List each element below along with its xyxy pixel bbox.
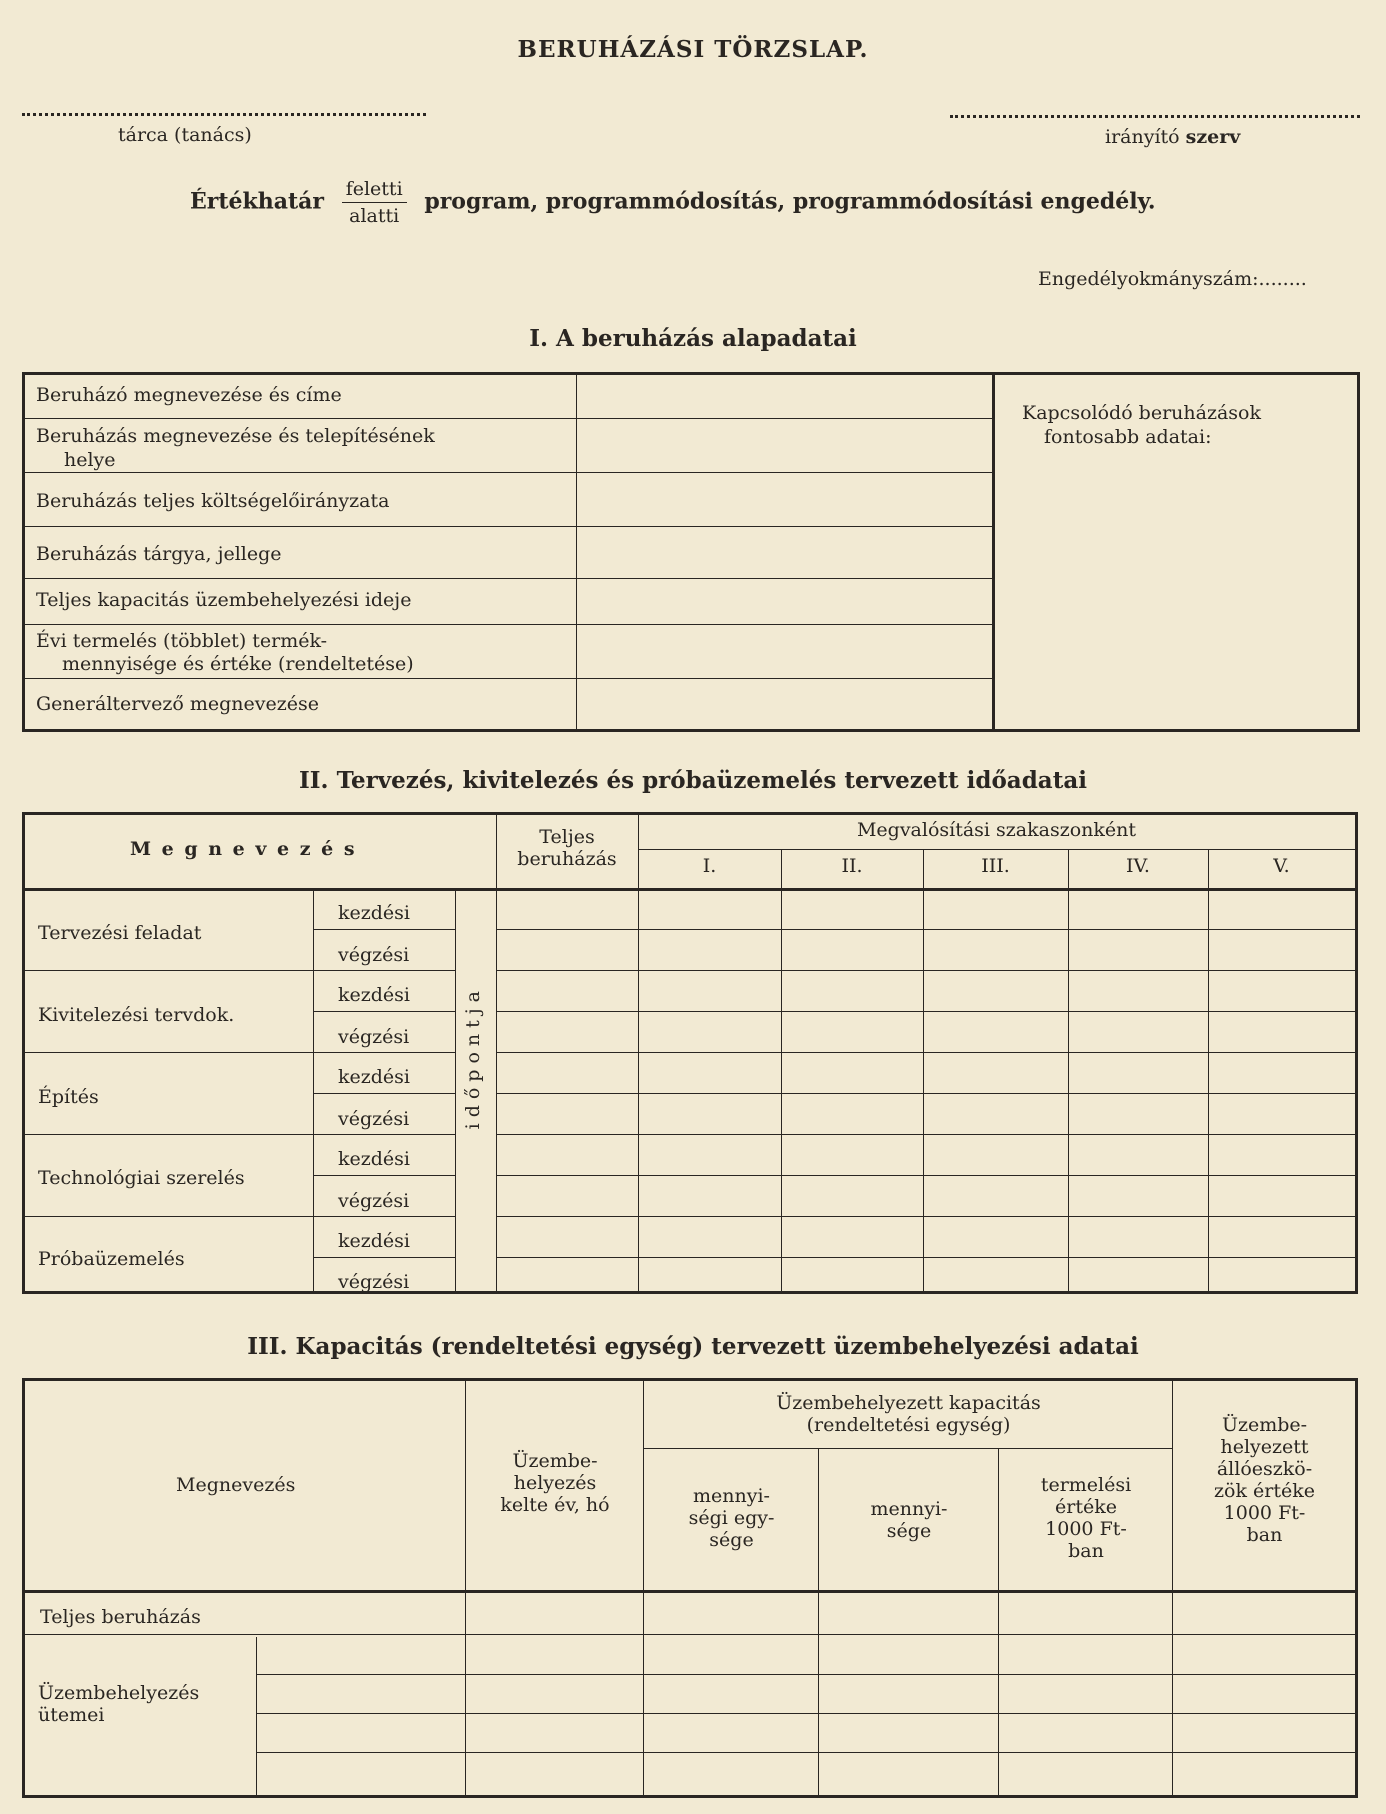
- s1-row-line: [25, 418, 992, 419]
- s2-sub-line: [313, 1257, 455, 1258]
- s1-targya: Beruházás tárgya, jellege: [36, 543, 282, 565]
- s2-teljes-header: [498, 826, 636, 870]
- s2-phase-3: III.: [981, 855, 1010, 877]
- s2-grid-line: [496, 1011, 1355, 1012]
- szerv-word: szerv: [1185, 126, 1241, 148]
- feletti-alatti-fraction: [342, 178, 407, 227]
- s2-col-line: [1068, 849, 1069, 1291]
- feletti-label: feletti: [342, 178, 407, 203]
- s2-phase-1: I.: [702, 855, 717, 877]
- s3-col-date: [467, 1450, 643, 1516]
- s1-divider-2: [992, 375, 995, 729]
- s2-col-line: [1208, 849, 1209, 1291]
- s2-kezdesi: kezdési: [338, 1230, 411, 1252]
- iranyito-word: irányító: [1105, 126, 1180, 148]
- s3-phases-1: Üzembehelyezés: [38, 1682, 200, 1704]
- s2-sub-line: [313, 1093, 455, 1094]
- s3-assets-4: zök értéke: [1214, 1480, 1315, 1502]
- s2-col-line: [496, 815, 497, 1291]
- s1-beruhazo: Beruházó megnevezése és címe: [36, 384, 342, 406]
- s2-sub-line: [313, 1216, 455, 1217]
- s2-grid-line: [496, 1175, 1355, 1176]
- s2-phases-header: Megvalósítási szakaszonként: [856, 819, 1137, 841]
- section2-title: II. Tervezés, kivitelezés és próbaüzemelés tervezett időadatai: [299, 767, 1087, 794]
- s2-row-tervezesi: Tervezési feladat: [38, 922, 202, 944]
- s3-col-line: [256, 1637, 257, 1795]
- s2-group-line: [25, 1216, 313, 1217]
- page-title: BERUHÁZÁSI TÖRZSLAP.: [517, 36, 869, 63]
- s2-header-bottom: [25, 888, 1355, 891]
- s2-phase-5: V.: [1273, 855, 1290, 877]
- s2-row-kivitelezesi: Kivitelezési tervdok.: [38, 1004, 235, 1026]
- s3-megnevezes: Megnevezés: [176, 1474, 296, 1496]
- s3-assets-3: állóeszkö-: [1216, 1458, 1313, 1480]
- s2-col-line: [313, 891, 314, 1291]
- s1-row-line: [25, 578, 992, 579]
- s2-grid-line: [496, 1216, 1355, 1217]
- s3-cap-1: Üzembehelyezett kapacitás: [776, 1392, 1041, 1414]
- s3-value-2: értéke: [1055, 1496, 1117, 1518]
- s3-qty-1: mennyi-: [870, 1498, 948, 1520]
- s2-beruhazas: beruházás: [517, 848, 617, 870]
- s3-col-line: [1172, 1381, 1173, 1795]
- s1-kapacitas: Teljes kapacitás üzembehelyezési ideje: [36, 589, 412, 611]
- s1-beruhazas-megnevezese: Beruházás megnevezése és telepítésének: [36, 425, 435, 447]
- s2-megnevezes-header: M e g n e v e z é s: [130, 838, 357, 860]
- s3-assets-2: helyezett: [1220, 1436, 1309, 1458]
- s1-row-line: [25, 526, 992, 527]
- s2-sub-line: [313, 1175, 455, 1176]
- ertekhatar-row: [190, 178, 1156, 227]
- s2-group-line: [25, 1052, 313, 1053]
- s3-col-capacity: [645, 1392, 1172, 1436]
- s3-assets-5: 1000 Ft-: [1223, 1502, 1306, 1524]
- s3-row-total: Teljes beruházás: [40, 1606, 201, 1628]
- s3-row-line: [256, 1713, 1355, 1714]
- section2-table: [22, 812, 1358, 1294]
- s3-header-bottom: [25, 1590, 1355, 1593]
- s1-row-line: [25, 472, 992, 473]
- s2-idopontja: időpontja: [462, 985, 484, 1130]
- s3-date-2: helyezés: [513, 1472, 597, 1494]
- s2-row-probauzemeles: Próbaüzemelés: [38, 1248, 185, 1270]
- s2-sub-line: [313, 1134, 455, 1135]
- s2-col-line: [455, 891, 456, 1291]
- s2-vegzesi: végzési: [338, 1108, 410, 1130]
- s3-date-3: kelte év, hó: [500, 1494, 610, 1516]
- s3-value-1: termelési: [1040, 1474, 1132, 1496]
- s2-vegzesi: végzési: [338, 1271, 410, 1293]
- s3-date-1: Üzembe-: [512, 1450, 598, 1472]
- s1-evi-termeles: Évi termelés (többlet) termék-: [36, 630, 328, 652]
- s3-col-line: [465, 1381, 466, 1795]
- s2-col-line: [638, 815, 639, 1291]
- s2-phase-4: IV.: [1126, 855, 1150, 877]
- section3-title: III. Kapacitás (rendeltetési egység) tervezett üzembehelyezési adatai: [247, 1333, 1139, 1360]
- s3-row-phases: [38, 1682, 199, 1726]
- s3-col-unit: [645, 1485, 818, 1551]
- engedely-label: Engedélyokmányszám:........: [1038, 268, 1307, 290]
- s3-unit-1: mennyi-: [693, 1485, 770, 1507]
- s1-generaltervezo: Generáltervező megnevezése: [36, 693, 319, 715]
- s3-col-assets: [1174, 1414, 1355, 1546]
- s1-kapcsolodo: Kapcsolódó beruházások: [1022, 402, 1262, 424]
- s3-row-line: [256, 1752, 1355, 1753]
- s2-group-line: [25, 1134, 313, 1135]
- s2-phase-2: II.: [841, 855, 863, 877]
- s2-grid-line: [496, 1093, 1355, 1094]
- s1-row-line: [25, 624, 992, 625]
- s3-unit-2: ségi egy-: [688, 1507, 775, 1529]
- s3-value-3: 1000 Ft-: [1045, 1518, 1127, 1540]
- section1-title: I. A beruházás alapadatai: [529, 325, 857, 352]
- s2-vegzesi: végzési: [338, 1026, 410, 1048]
- program-text: program, programmódosítás, programmódosítási engedély.: [424, 188, 1156, 215]
- s3-cap-line: [643, 1448, 1172, 1449]
- s2-grid-line: [496, 1052, 1355, 1053]
- alatti-label: alatti: [349, 205, 400, 227]
- s2-row-technologiai: Technológiai szerelés: [38, 1167, 245, 1189]
- s2-grid-line: [496, 1257, 1355, 1258]
- s3-assets-1: Üzembe-: [1221, 1414, 1308, 1436]
- s2-kezdesi: kezdési: [338, 902, 411, 924]
- s3-col-qty: [820, 1498, 998, 1542]
- s2-group-line: [25, 970, 313, 971]
- iranyito-label: [1105, 126, 1240, 148]
- s2-col-line: [923, 849, 924, 1291]
- s3-col-value: [1000, 1474, 1172, 1562]
- ertekhatar-label: Értékhatár: [190, 188, 325, 215]
- s2-sub-line: [313, 1052, 455, 1053]
- s3-qty-2: sége: [886, 1520, 932, 1542]
- s3-col-line: [998, 1448, 999, 1795]
- s2-grid-line: [496, 970, 1355, 971]
- s3-assets-6: ban: [1246, 1524, 1283, 1546]
- s2-sub-line: [313, 1011, 455, 1012]
- s1-fontosabb: fontosabb adatai:: [1044, 426, 1212, 448]
- s2-vegzesi: végzési: [338, 1190, 410, 1212]
- s2-grid-line: [496, 1134, 1355, 1135]
- s3-col-line: [818, 1448, 819, 1795]
- s1-divider-1: [576, 375, 577, 729]
- s2-kezdesi: kezdési: [338, 1066, 411, 1088]
- s2-col-line: [781, 849, 782, 1291]
- s2-kezdesi: kezdési: [338, 984, 411, 1006]
- s2-sub-line: [313, 970, 455, 971]
- s1-koltsegeloiranyzat: Beruházás teljes költségelőirányzata: [36, 490, 390, 512]
- iranyito-line[interactable]: [950, 115, 1360, 118]
- tarca-line[interactable]: [22, 113, 426, 116]
- s1-helye: helye: [64, 449, 116, 471]
- s3-unit-3: sége: [709, 1529, 754, 1551]
- s2-grid-line: [496, 929, 1355, 930]
- s2-kezdesi: kezdési: [338, 1148, 411, 1170]
- s1-mennyisege: mennyisége és értéke (rendeltetése): [62, 653, 414, 675]
- s3-row-line: [256, 1674, 1355, 1675]
- s2-row-epites: Építés: [38, 1086, 99, 1108]
- s3-cap-2: (rendeltetési egység): [806, 1414, 1011, 1436]
- s3-row-line: [25, 1634, 1355, 1635]
- section3-table: [22, 1378, 1358, 1798]
- s2-sub-line: [313, 929, 455, 930]
- s3-value-4: ban: [1068, 1540, 1104, 1562]
- s1-row-line: [25, 678, 992, 679]
- s2-vegzesi: végzési: [338, 944, 410, 966]
- s3-col-line: [643, 1381, 644, 1795]
- s3-phases-2: ütemei: [38, 1704, 105, 1726]
- tarca-label: tárca (tanács): [118, 124, 252, 146]
- s2-teljes: Teljes: [539, 826, 595, 848]
- s2-phase-line: [638, 849, 1355, 850]
